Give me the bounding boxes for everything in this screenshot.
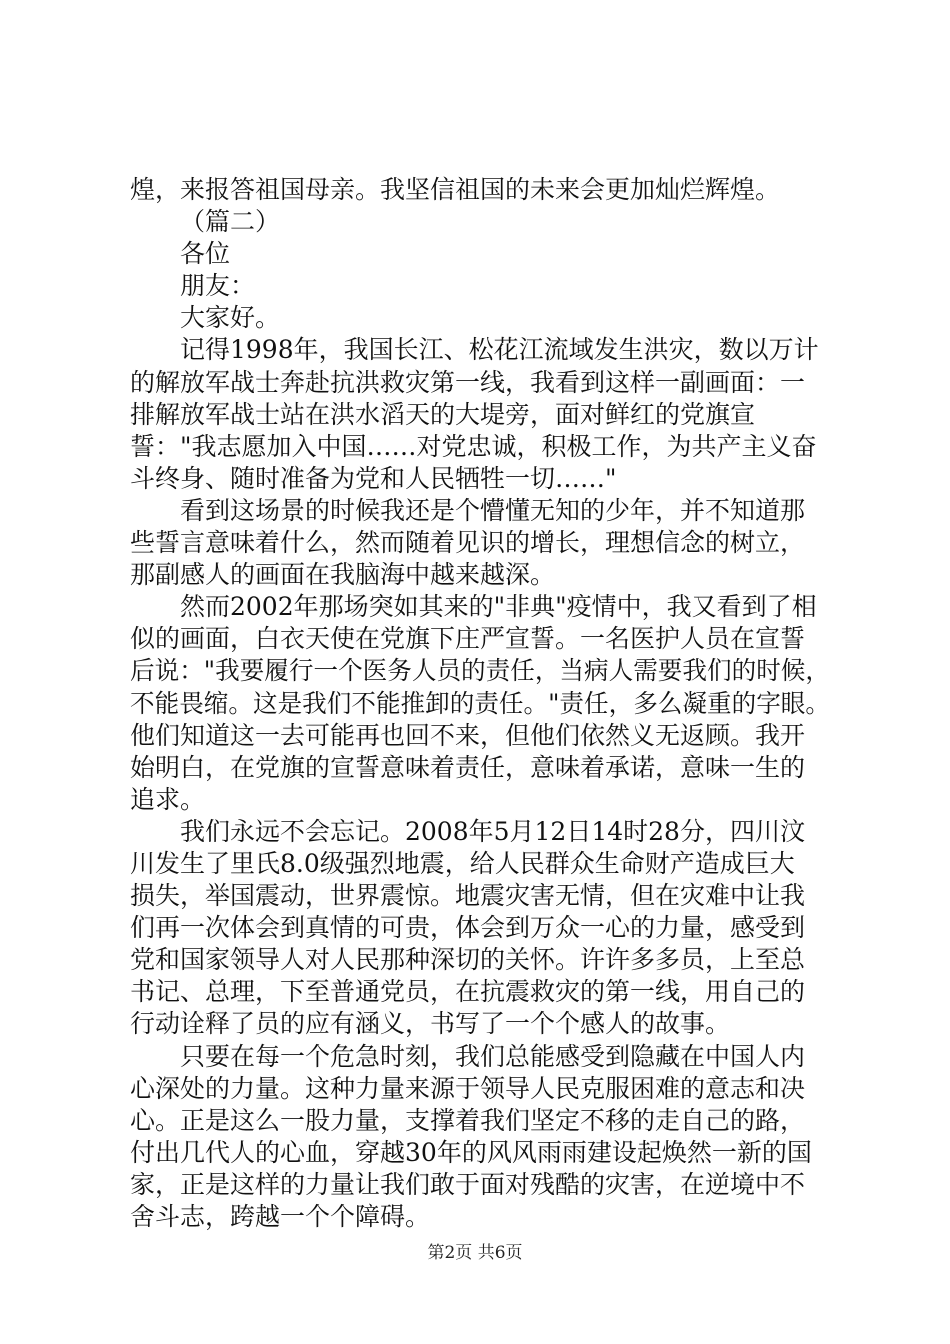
text-line: 记得1998年，我国长江、松花江流域发生洪灾，数以万计 xyxy=(180,335,819,365)
text-line: 看到这场景的时候我还是个懵懂无知的少年，并不知道那 xyxy=(180,495,806,525)
text-line: 川发生了里氏8.0级强烈地震，给人民群众生命财产造成巨大 xyxy=(130,848,795,878)
text-line: 不能畏缩。这是我们不能推卸的责任。"责任，多么凝重的字眼。 xyxy=(130,688,830,718)
text-line: 始明白，在党旗的宣誓意味着责任，意味着承诺，意味一生的 xyxy=(130,752,806,782)
text-line: 的解放军战士奔赴抗洪救灾第一线，我看到这样一副画面：一 xyxy=(130,367,806,397)
text-line: 大家好。 xyxy=(180,303,281,333)
text-line: 后说："我要履行一个医务人员的责任，当病人需要我们的时候， xyxy=(130,656,830,686)
text-line: 各位 xyxy=(180,239,231,269)
text-line: 党和国家领导人对人民那种深切的关怀。许许多多员，上至总 xyxy=(130,945,806,975)
text-line: 付出几代人的心血，穿越30年的风风雨雨建设起焕然一新的国 xyxy=(130,1137,812,1167)
text-line: 心。正是这么一股力量，支撑着我们坚定不移的走自己的路， xyxy=(130,1105,806,1135)
text-line: 们再一次体会到真情的可贵，体会到万众一心的力量，感受到 xyxy=(130,913,806,943)
text-line: 那副感人的画面在我脑海中越来越深。 xyxy=(130,560,556,590)
page-number-label: 第2页 共6页 xyxy=(427,1243,523,1263)
text-line: 追求。 xyxy=(130,784,206,814)
text-line: 舍斗志，跨越一个个障碍。 xyxy=(130,1202,431,1231)
text-line: （篇二） xyxy=(180,207,281,237)
text-line: 似的画面，白衣天使在党旗下庄严宣誓。一名医护人员在宣誓 xyxy=(130,624,806,654)
text-line: 心深处的力量。这种力量来源于领导人民克服困难的意志和决 xyxy=(130,1073,806,1103)
text-line: 朋友： xyxy=(180,271,256,301)
text-line: 家，正是这样的力量让我们敢于面对残酷的灾害，在逆境中不 xyxy=(130,1169,806,1199)
text-line: 只要在每一个危急时刻，我们总能感受到隐藏在中国人内 xyxy=(180,1041,806,1071)
text-line: 行动诠释了员的应有涵义，书写了一个个感人的故事。 xyxy=(130,1009,731,1039)
text-line: 损失，举国震动，世界震惊。地震灾害无情，但在灾难中让我 xyxy=(130,881,806,911)
page-footer xyxy=(0,1242,950,1264)
text-line: 他们知道这一去可能再也回不来，但他们依然义无返顾。我开 xyxy=(130,720,806,750)
text-line: 我们永远不会忘记。2008年5月12日14时28分，四川汶 xyxy=(180,816,805,846)
document-body xyxy=(130,174,830,1233)
text-line: 誓："我志愿加入中国……对党忠诚，积极工作，为共产主义奋 xyxy=(130,431,817,461)
text-line: 然而2002年那场突如其来的"非典"疫情中，我又看到了相 xyxy=(180,592,817,622)
text-line: 书记、总理，下至普通党员，在抗震救灾的第一线，用自己的 xyxy=(130,977,806,1007)
text-line: 排解放军战士站在洪水滔天的大堤旁，面对鲜红的党旗宣 xyxy=(130,399,756,429)
text-line: 些誓言意味着什么，然而随着见识的增长，理想信念的树立， xyxy=(130,528,806,558)
text-line: 斗终身、随时准备为党和人民牺牲一切……" xyxy=(130,463,617,493)
text-line: 煌，来报答祖国母亲。我坚信祖国的未来会更加灿烂辉煌。 xyxy=(130,175,781,204)
